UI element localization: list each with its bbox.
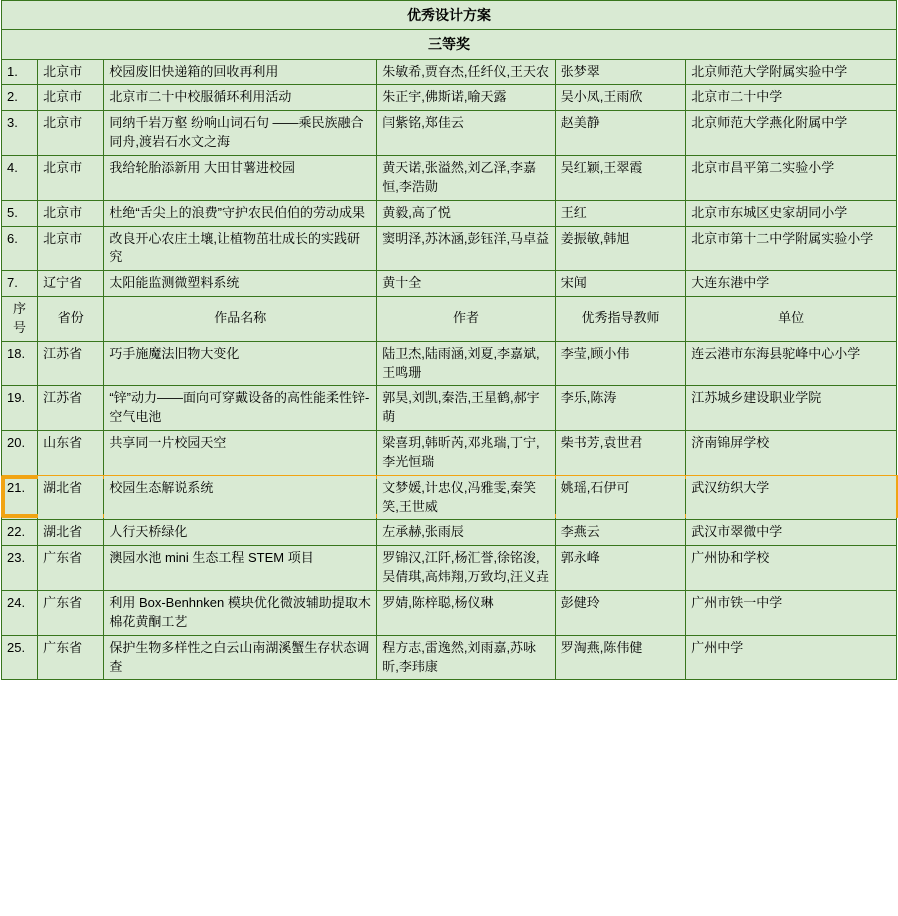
- row-author: 郭昊,刘凯,秦浩,王星鹤,郝宇萌: [377, 386, 556, 431]
- row-number: 3.: [2, 111, 38, 156]
- row-author: 黄天诺,张溢然,刘乙泽,李嘉恒,李浩勋: [377, 155, 556, 200]
- row-unit: 武汉市翠微中学: [686, 520, 897, 546]
- row-teacher: 吴红颖,王翠霞: [555, 155, 685, 200]
- row-province: 江苏省: [38, 386, 104, 431]
- award-table: [1, 0, 897, 680]
- row-teacher: 姜振敏,韩旭: [555, 226, 685, 271]
- table-row: [2, 271, 897, 297]
- table-row: [2, 59, 897, 85]
- column-header-author: 作者: [377, 297, 556, 342]
- row-author: 黄十全: [377, 271, 556, 297]
- row-author: 文梦媛,计忠仪,冯雅雯,秦笑笑,王世威: [377, 475, 556, 520]
- column-header-unit: 单位: [686, 297, 897, 342]
- row-unit: 北京市东城区史家胡同小学: [686, 200, 897, 226]
- row-author: 窦明泽,苏沐涵,彭钰洋,马卓益: [377, 226, 556, 271]
- row-teacher: 李乐,陈涛: [555, 386, 685, 431]
- column-header-title: 作品名称: [104, 297, 377, 342]
- row-author: 罗锦汉,江阡,杨汇誉,徐铭浚,吴倩琪,高炜翔,万致均,汪义垚: [377, 546, 556, 591]
- row-teacher: 张梦翠: [555, 59, 685, 85]
- row-teacher: 王红: [555, 200, 685, 226]
- row-number: 24.: [2, 591, 38, 636]
- row-teacher: 郭永峰: [555, 546, 685, 591]
- row-province: 北京市: [38, 155, 104, 200]
- row-province: 广东省: [38, 591, 104, 636]
- column-header-province: 省份: [38, 297, 104, 342]
- table-row: [2, 341, 897, 386]
- banner-main-label: 优秀设计方案: [2, 1, 897, 30]
- row-title: 澳园水池 mini 生态工程 STEM 项目: [104, 546, 377, 591]
- row-number: 20.: [2, 431, 38, 476]
- row-title: 利用 Box-Benhnken 模块优化微波辅助提取木棉花黄酮工艺: [104, 591, 377, 636]
- row-province: 北京市: [38, 85, 104, 111]
- row-unit: 广州中学: [686, 635, 897, 680]
- table-row-highlighted: [2, 475, 897, 520]
- row-number: 18.: [2, 341, 38, 386]
- row-author: 罗婧,陈梓聪,杨仪琳: [377, 591, 556, 636]
- row-author: 程方志,雷逸然,刘雨嘉,苏咏昕,李玮康: [377, 635, 556, 680]
- banner-sub-row: [2, 30, 897, 59]
- row-number: 22.: [2, 520, 38, 546]
- row-unit: 江苏城乡建设职业学院: [686, 386, 897, 431]
- row-unit: 北京师范大学附属实验中学: [686, 59, 897, 85]
- row-title: 保护生物多样性之白云山南湖溪蟹生存状态调查: [104, 635, 377, 680]
- row-unit: 广州协和学校: [686, 546, 897, 591]
- table-row: [2, 431, 897, 476]
- row-teacher: 吴小凤,王雨欣: [555, 85, 685, 111]
- row-title: 共享同一片校园天空: [104, 431, 377, 476]
- row-unit: 济南锦屏学校: [686, 431, 897, 476]
- banner-sub-label: 三等奖: [2, 30, 897, 59]
- table-row: [2, 591, 897, 636]
- row-province: 江苏省: [38, 341, 104, 386]
- row-unit: 武汉纺织大学: [686, 475, 897, 520]
- row-number: 25.: [2, 635, 38, 680]
- row-author: 左承赫,张雨辰: [377, 520, 556, 546]
- row-province: 北京市: [38, 200, 104, 226]
- row-author: 闫紫铭,郑佳云: [377, 111, 556, 156]
- row-number: 4.: [2, 155, 38, 200]
- row-title: 改良开心农庄土壤,让植物茁壮成长的实践研究: [104, 226, 377, 271]
- column-header-row: [2, 297, 897, 342]
- banner-main-row: [2, 1, 897, 30]
- row-number: 19.: [2, 386, 38, 431]
- row-teacher: 李莹,顾小伟: [555, 341, 685, 386]
- row-title: “锌”动力——面向可穿戴设备的高性能柔性锌-空气电池: [104, 386, 377, 431]
- row-province: 湖北省: [38, 475, 104, 520]
- row-teacher: 姚瑶,石伊可: [555, 475, 685, 520]
- row-teacher: 李燕云: [555, 520, 685, 546]
- table-row: [2, 635, 897, 680]
- row-teacher: 宋闻: [555, 271, 685, 297]
- row-number: 1.: [2, 59, 38, 85]
- row-unit: 连云港市东海县驼峰中心小学: [686, 341, 897, 386]
- row-province: 山东省: [38, 431, 104, 476]
- row-title: 我给轮胎添新用 大田甘薯进校园: [104, 155, 377, 200]
- row-number: 7.: [2, 271, 38, 297]
- row-teacher: 彭健玲: [555, 591, 685, 636]
- row-province: 辽宁省: [38, 271, 104, 297]
- table-row: [2, 520, 897, 546]
- row-title: 人行天桥绿化: [104, 520, 377, 546]
- table-row: [2, 546, 897, 591]
- row-unit: 北京师范大学燕化附属中学: [686, 111, 897, 156]
- row-number: 2.: [2, 85, 38, 111]
- table-row: [2, 386, 897, 431]
- row-author: 陆卫杰,陆雨涵,刘夏,李嘉斌,王鸣珊: [377, 341, 556, 386]
- table-row: [2, 200, 897, 226]
- row-author: 梁喜玥,韩昕芮,邓兆瑞,丁宁,李光恒瑞: [377, 431, 556, 476]
- row-title: 校园废旧快递箱的回收再利用: [104, 59, 377, 85]
- row-number: 23.: [2, 546, 38, 591]
- row-title: 巧手施魔法旧物大变化: [104, 341, 377, 386]
- row-number: 5.: [2, 200, 38, 226]
- row-province: 广东省: [38, 635, 104, 680]
- row-unit: 北京市昌平第二实验小学: [686, 155, 897, 200]
- row-unit: 大连东港中学: [686, 271, 897, 297]
- row-author: 朱敏希,贾昚杰,任纤仪,王天农: [377, 59, 556, 85]
- row-author: 黄毅,高了悦: [377, 200, 556, 226]
- row-number: 21.: [2, 475, 38, 520]
- table-row: [2, 111, 897, 156]
- row-province: 湖北省: [38, 520, 104, 546]
- column-header-teacher: 优秀指导教师: [555, 297, 685, 342]
- row-unit: 北京市二十中学: [686, 85, 897, 111]
- row-province: 北京市: [38, 111, 104, 156]
- row-title: 北京市二十中校服循环利用活动: [104, 85, 377, 111]
- row-unit: 北京市第十二中学附属实验小学: [686, 226, 897, 271]
- row-unit: 广州市铁一中学: [686, 591, 897, 636]
- row-teacher: 柴书芳,袁世君: [555, 431, 685, 476]
- row-author: 朱正宇,佛斯诺,喻天露: [377, 85, 556, 111]
- row-province: 广东省: [38, 546, 104, 591]
- row-province: 北京市: [38, 59, 104, 85]
- table-row: [2, 85, 897, 111]
- row-title: 校园生态解说系统: [104, 475, 377, 520]
- column-header-no: 序号: [2, 297, 38, 342]
- row-teacher: 罗淘燕,陈伟健: [555, 635, 685, 680]
- row-title: 杜绝“舌尖上的浪费”守护农民伯伯的劳动成果: [104, 200, 377, 226]
- row-title: 同纳千岩万壑 纷响山词石句 ——乘民族融合同舟,渡岩石水文之海: [104, 111, 377, 156]
- row-number: 6.: [2, 226, 38, 271]
- row-province: 北京市: [38, 226, 104, 271]
- table-row: [2, 226, 897, 271]
- row-title: 太阳能监测微塑料系统: [104, 271, 377, 297]
- row-teacher: 赵美静: [555, 111, 685, 156]
- table-row: [2, 155, 897, 200]
